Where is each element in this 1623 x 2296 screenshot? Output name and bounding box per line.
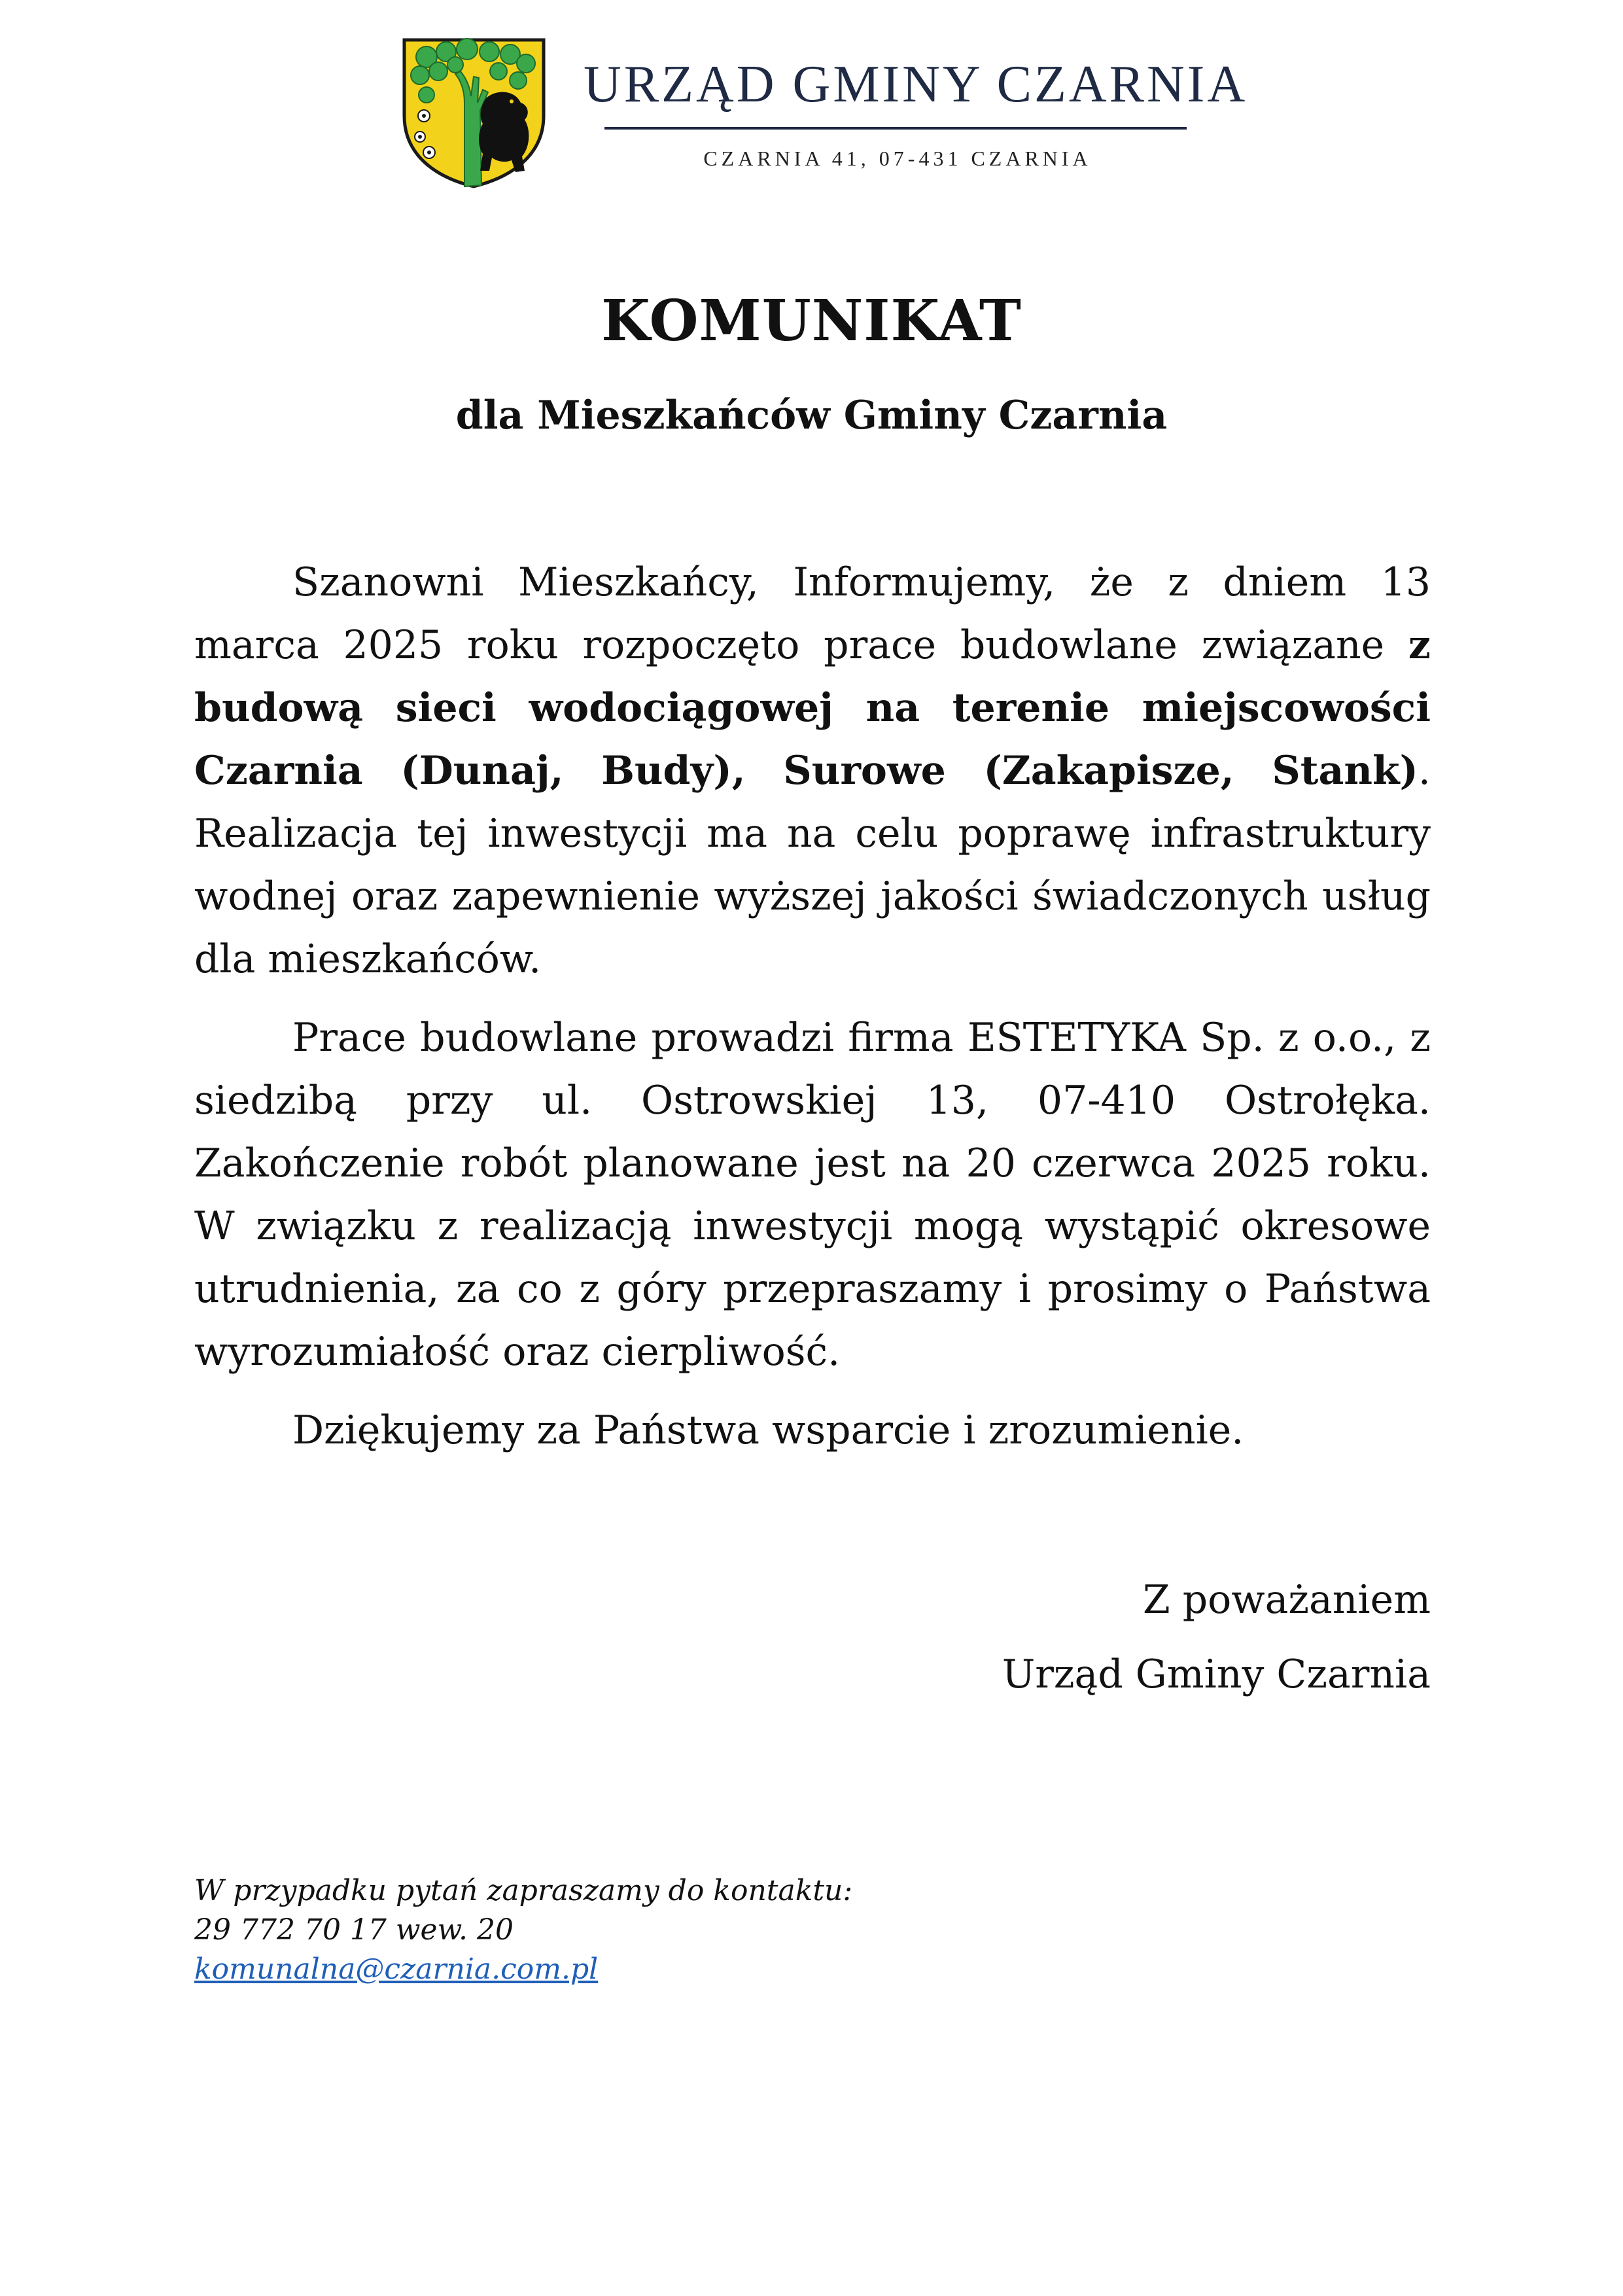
paragraph-3: Dziękujemy za Państwa wsparcie i zrozumienie. [292,1407,1244,1453]
signature-block [1002,1563,1431,1712]
signature-closing: Z poważaniem [1142,1577,1431,1623]
coat-of-arms-icon [400,37,548,189]
letterhead [400,34,1248,191]
paragraph-1-outro: . Realizacja tej inwestycji ma na celu poprawę infrastruktury wodnej oraz zapewnienie wyższej jakości świadczonych usług dla mieszkańców. [194,748,1431,982]
contact-phone: 29 772 70 17 wew. 20 [194,1913,514,1947]
organization-name: URZĄD GMINY CZARNIA [584,56,1248,113]
paragraph-1 [194,551,1431,991]
contact-intro: W przypadku pytań zapraszamy do kontaktu: [194,1874,853,1907]
document-subtitle: dla Mieszkańców Gminy Czarnia [455,393,1168,438]
paragraph-1-bold: z budową sieci wodociągowej na terenie miejscowości Czarnia (Dunaj, Budy), Surowe (Zakapisze, Stank) [194,622,1431,794]
paragraph-1-intro: Szanowni Mieszkańcy, Informujemy, że z dniem 13 marca 2025 roku rozpoczęto prace budowlane związane [194,559,1431,668]
paragraph-2: Prace budowlane prowadzi firma ESTETYKA Sp. z o.o., z siedzibą przy ul. Ostrowskiej 13, 07-410 Ostrołęka. Zakończenie robót planowane jest na 20 czerwca 2025 roku. W związku z realizacją inwestycji mogą wystąpić okresowe utrudnienia, za co z góry przepraszamy i prosimy o Państwa wyrozumiałość oraz cierpliwość. [194,1015,1431,1375]
contact-info [194,1871,852,1989]
organization-address: CZARNIA 41, 07-431 CZARNIA [703,147,1092,170]
header-divider [604,127,1187,130]
letter-body [194,551,1431,1477]
contact-email-link[interactable]: komunalna@czarnia.com.pl [194,1952,599,1986]
signature-signer: Urząd Gminy Czarnia [1002,1651,1431,1697]
document-title: KOMUNIKAT [601,288,1022,354]
